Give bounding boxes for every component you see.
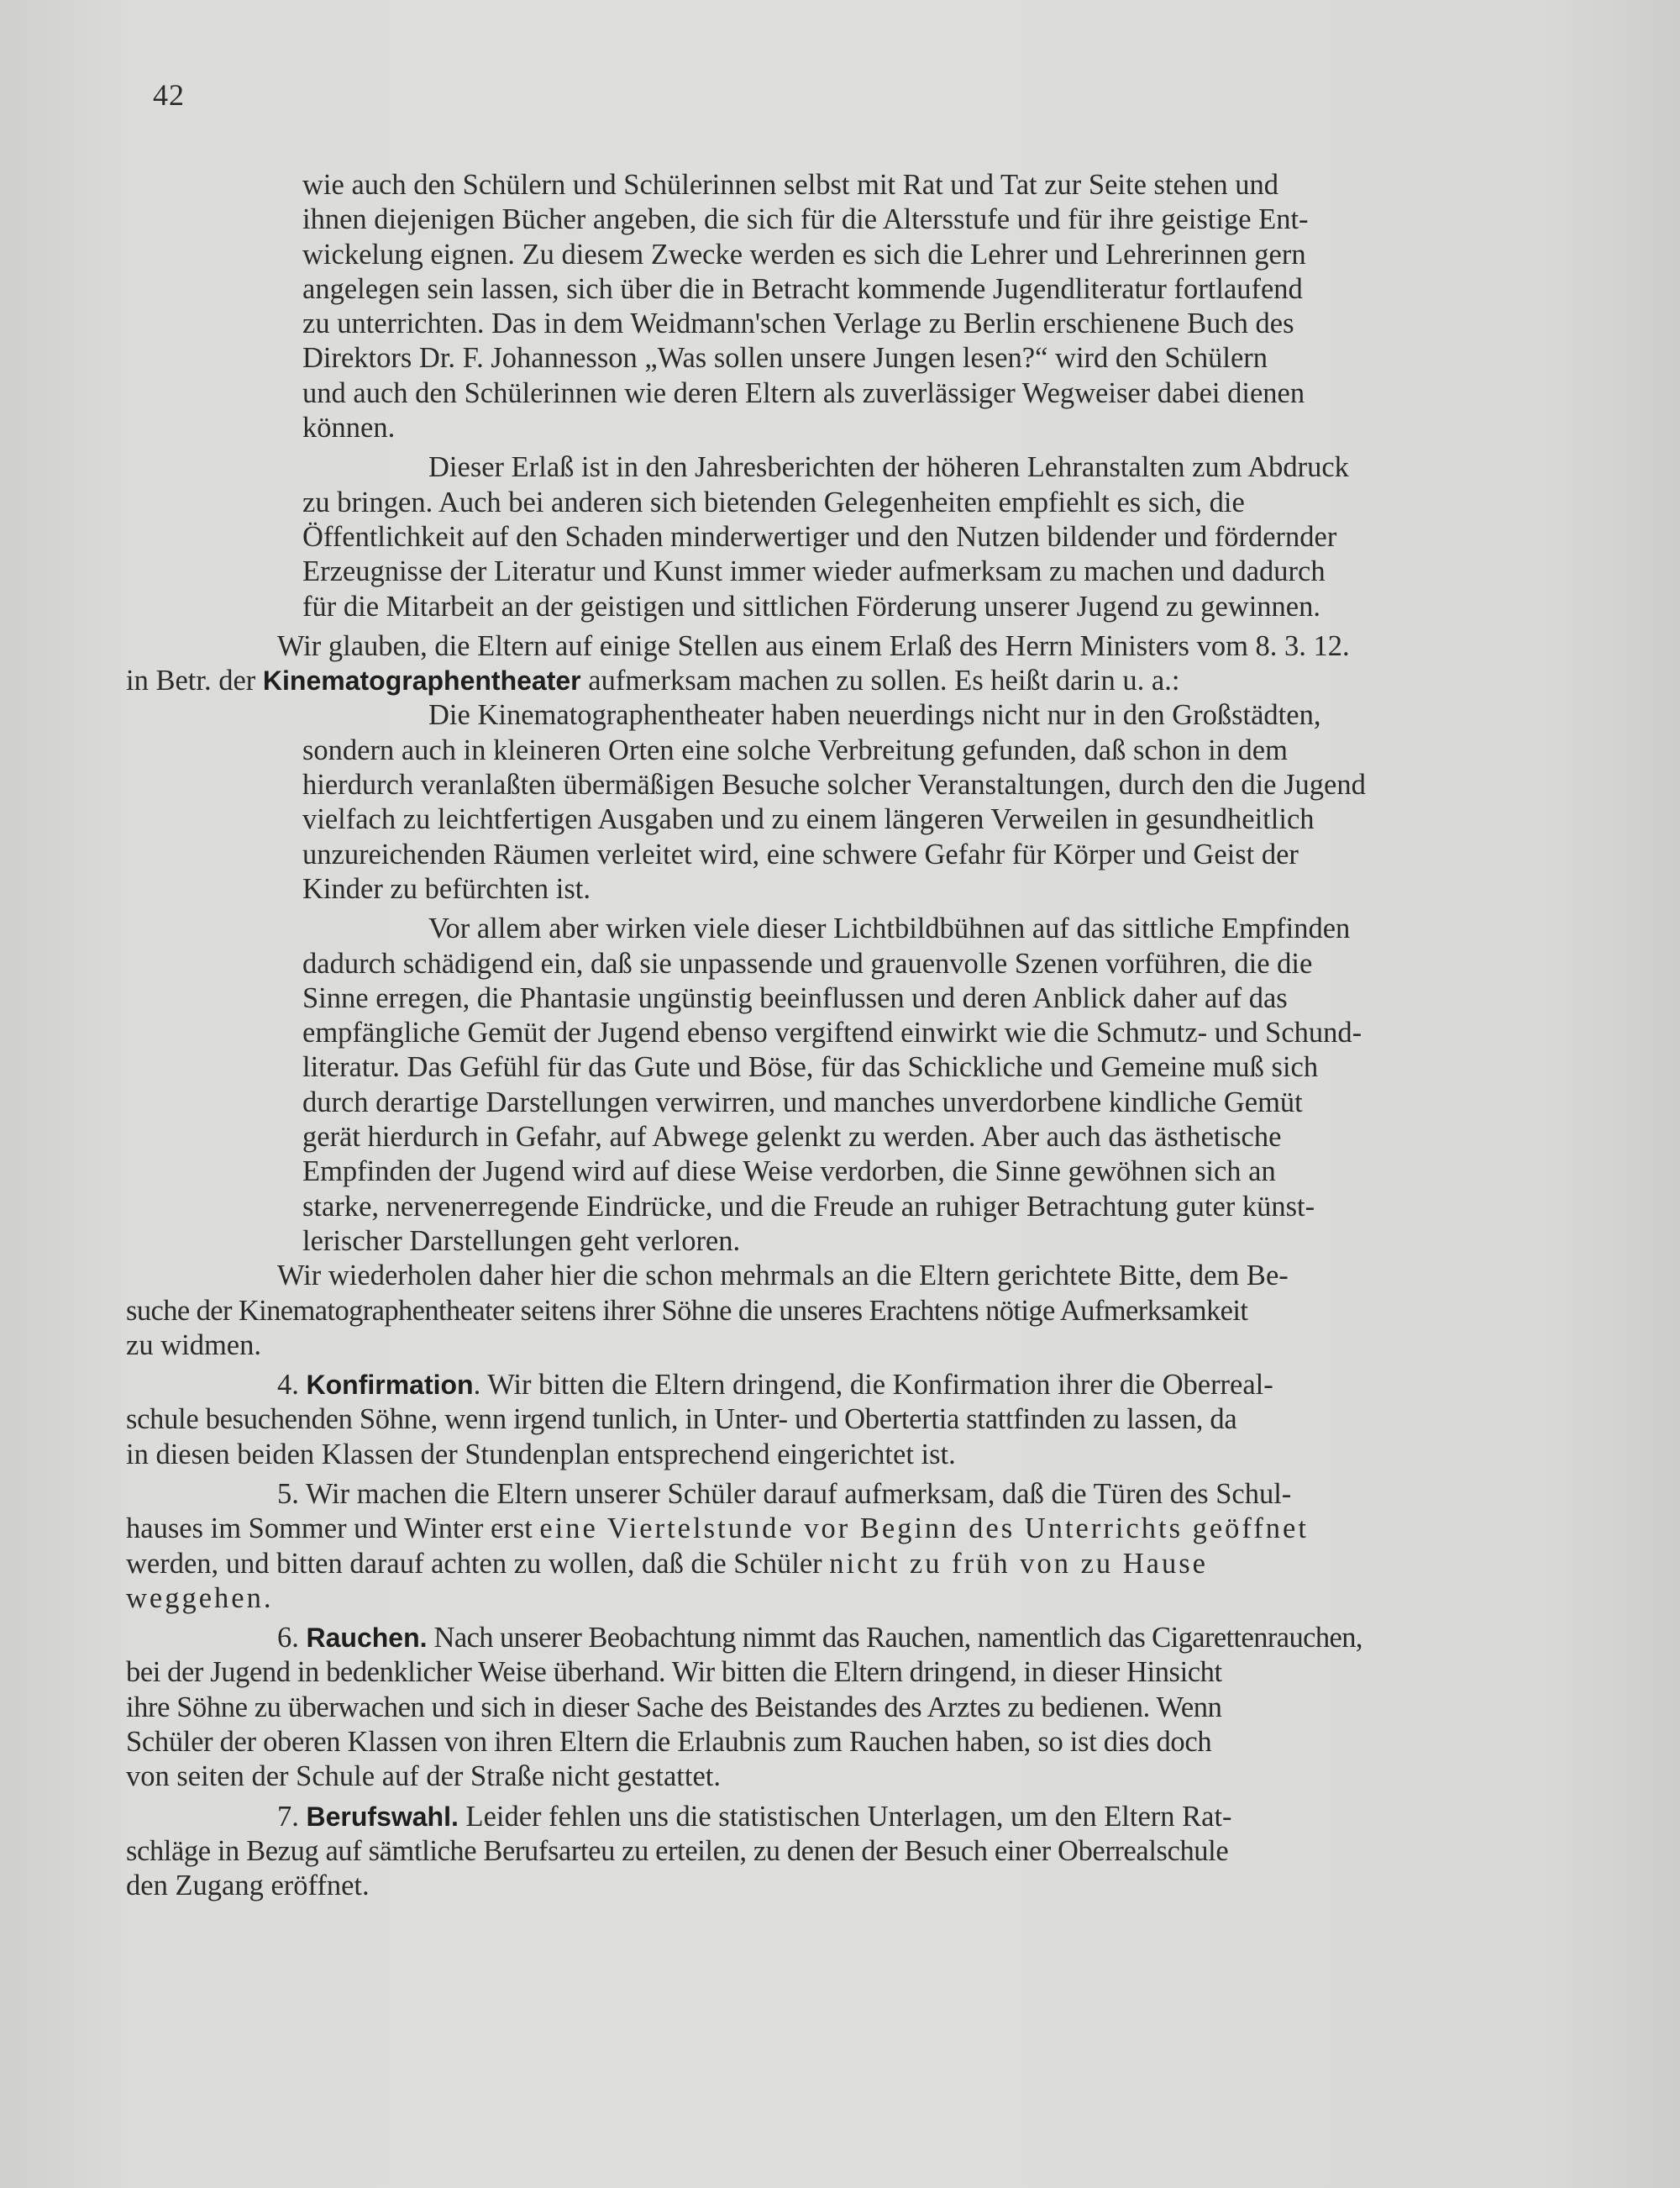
text-line: starke, nervenerregende Eindrücke, und die Freude an ruhiger Betrachtung guter künst- <box>302 1190 1315 1223</box>
section-schulhaus <box>126 1477 1588 1616</box>
text-line: Die Kinematographentheater haben neuerdings nicht nur in den Großstädten, <box>428 699 1321 732</box>
text-line: bei der Jugend in bedenklicher Weise überhand. Wir bitten die Eltern dringend, in dieser Hinsicht <box>126 1656 1222 1689</box>
text-line: 6. Rauchen. Nach unserer Beobachtung nimmt das Rauchen, namentlich das Cigarettenrauchen, <box>277 1622 1362 1654</box>
text-line: zu bringen. Auch bei anderen sich bietenden Gelegenheiten empfiehlt es sich, die <box>302 486 1245 518</box>
text-line: lerischer Darstellungen geht verloren. <box>302 1224 741 1257</box>
text-line: 5. Wir machen die Eltern unserer Schüler darauf aufmerksam, daß die Türen des Schul- <box>277 1477 1292 1510</box>
text-line: sondern auch in kleineren Orten eine solche Verbreitung gefunden, daß schon in dem <box>302 734 1288 766</box>
text-line: schläge in Bezug auf sämtliche Berufsarteu zu erteilen, zu denen der Besuch einer Oberrealschule <box>126 1834 1229 1867</box>
text-line: gerät hierdurch in Gefahr, auf Abwege gelenkt zu werden. Aber auch das ästhetische <box>302 1121 1282 1154</box>
text-line: unzureichenden Räumen verleitet wird, eine schwere Gefahr für Körper und Geist der <box>302 838 1299 870</box>
text-line: literatur. Das Gefühl für das Gute und Böse, für das Schickliche und Gemeine muß sich <box>302 1051 1319 1084</box>
text-line: weggehen. <box>126 1581 271 1614</box>
text-line: in diesen beiden Klassen der Stundenplan entsprechend eingerichtet ist. <box>126 1438 956 1470</box>
text-line: hauses im Sommer und Winter erst eine Viertelstunde vor Beginn des Unterrichts geöffnet <box>126 1512 1309 1545</box>
section-heading: Konfirmation <box>306 1370 474 1401</box>
text-line: von seiten der Schule auf der Straße nicht gestattet. <box>126 1760 721 1793</box>
section-kinematographentheater <box>126 629 1588 1363</box>
text-line: Dieser Erlaß ist in den Jahresberichten der höheren Lehranstalten zum Abdruck <box>428 451 1349 484</box>
text-line: wickelung eignen. Zu diesem Zwecke werden es sich die Lehrer und Lehrerinnen gern <box>302 238 1306 271</box>
text-line: Wir glauben, die Eltern auf einige Stellen aus einem Erlaß des Herrn Ministers vom 8. 3. 12. <box>277 629 1350 662</box>
text-line: ihre Söhne zu überwachen und sich in dieser Sache des Beistandes des Arztes zu bedienen. Wenn <box>126 1691 1222 1723</box>
text-line: vielfach zu leichtfertigen Ausgaben und zu einem längeren Verweilen in gesundheitlich <box>302 803 1315 836</box>
text-line: Erzeugnisse der Literatur und Kunst immer wieder aufmerksam zu machen und dadurch <box>302 555 1326 588</box>
quoted-decree-continuation <box>126 168 1588 624</box>
text-line: können. <box>302 412 396 444</box>
section-heading: Berufswahl. <box>306 1801 459 1832</box>
text-line: empfängliche Gemüt der Jugend ebenso vergiftend einwirkt wie die Schmutz- und Schund- <box>302 1017 1362 1049</box>
section-rauchen <box>126 1621 1588 1794</box>
text-line: in Betr. der Kinematographentheater aufmerksam machen zu sollen. Es heißt darin u. a.: <box>126 665 1180 697</box>
page-number: 42 <box>153 78 185 112</box>
text-line: 4. Konfirmation. Wir bitten die Eltern dringend, die Konfirmation ihrer die Oberreal- <box>277 1369 1273 1402</box>
quoted-decree <box>126 698 1588 1259</box>
text-line: Kinder zu befürchten ist. <box>302 872 591 905</box>
section-berufswahl <box>126 1800 1588 1904</box>
text-line: 7. Berufswahl. Leider fehlen uns die statistischen Unterlagen, um den Eltern Rat- <box>277 1800 1232 1833</box>
text-line: wie auch den Schülern und Schülerinnen selbst mit Rat und Tat zur Seite stehen und <box>302 169 1279 201</box>
text-line: zu widmen. <box>126 1328 261 1361</box>
text-line: suche der Kinematographentheater seitens ihrer Söhne die unseres Erachtens nötige Aufmerksamkeit <box>126 1294 1248 1327</box>
text-line: Empfinden der Jugend wird auf diese Weise verdorben, die Sinne gewöhnen sich an <box>302 1155 1276 1188</box>
text-line: für die Mitarbeit an der geistigen und sittlichen Förderung unserer Jugend zu gewinnen. <box>302 590 1320 623</box>
section-konfirmation <box>126 1368 1588 1472</box>
section-heading: Rauchen. <box>306 1623 428 1654</box>
text-line: den Zugang eröffnet. <box>126 1870 370 1902</box>
text-line: angelegen sein lassen, sich über die in Betracht kommende Jugendliteratur fortlaufend <box>302 272 1303 305</box>
text-line: Wir wiederholen daher hier die schon mehrmals an die Eltern gerichtete Bitte, dem Be- <box>277 1260 1289 1292</box>
text-line: Vor allem aber wirken viele dieser Lichtbildbühnen auf das sittliche Empfinden <box>428 913 1351 945</box>
text-line: Schüler der oberen Klassen von ihren Eltern die Erlaubnis zum Rauchen haben, so ist dies doch <box>126 1726 1212 1759</box>
text-line: Sinne erregen, die Phantasie ungünstig beeinflussen und deren Anblick daher auf das <box>302 981 1288 1014</box>
text-line: und auch den Schülerinnen wie deren Eltern als zuverlässiger Wegweiser dabei dienen <box>302 376 1305 409</box>
text-line: Öffentlichkeit auf den Schaden minderwertiger und den Nutzen bildender und fördernder <box>302 520 1337 553</box>
section-heading: Kinematographentheater <box>262 665 581 697</box>
body-text <box>126 168 1588 1904</box>
text-line: hierdurch veranlaßten übermäßigen Besuche solcher Veranstaltungen, durch den die Jugend <box>302 769 1366 802</box>
text-line: ihnen diejenigen Bücher angeben, die sich für die Altersstufe und für ihre geistige Ent- <box>302 203 1309 236</box>
text-line: werden, und bitten darauf achten zu wollen, daß die Schüler nicht zu früh von zu Hause <box>126 1547 1208 1580</box>
text-line: dadurch schädigend ein, daß sie unpassende und grauenvolle Szenen vorführen, die die <box>302 947 1313 980</box>
text-line: schule besuchenden Söhne, wenn irgend tunlich, in Unter- und Obertertia stattfinden zu lassen, da <box>126 1403 1237 1436</box>
text-line: durch derartige Darstellungen verwirren, und manches unverdorbene kindliche Gemüt <box>302 1086 1303 1118</box>
text-line: Direktors Dr. F. Johannesson „Was sollen unsere Jungen lesen?“ wird den Schülern <box>302 342 1268 375</box>
text-line: zu unterrichten. Das in dem Weidmann'schen Verlage zu Berlin erschienene Buch des <box>302 308 1294 340</box>
